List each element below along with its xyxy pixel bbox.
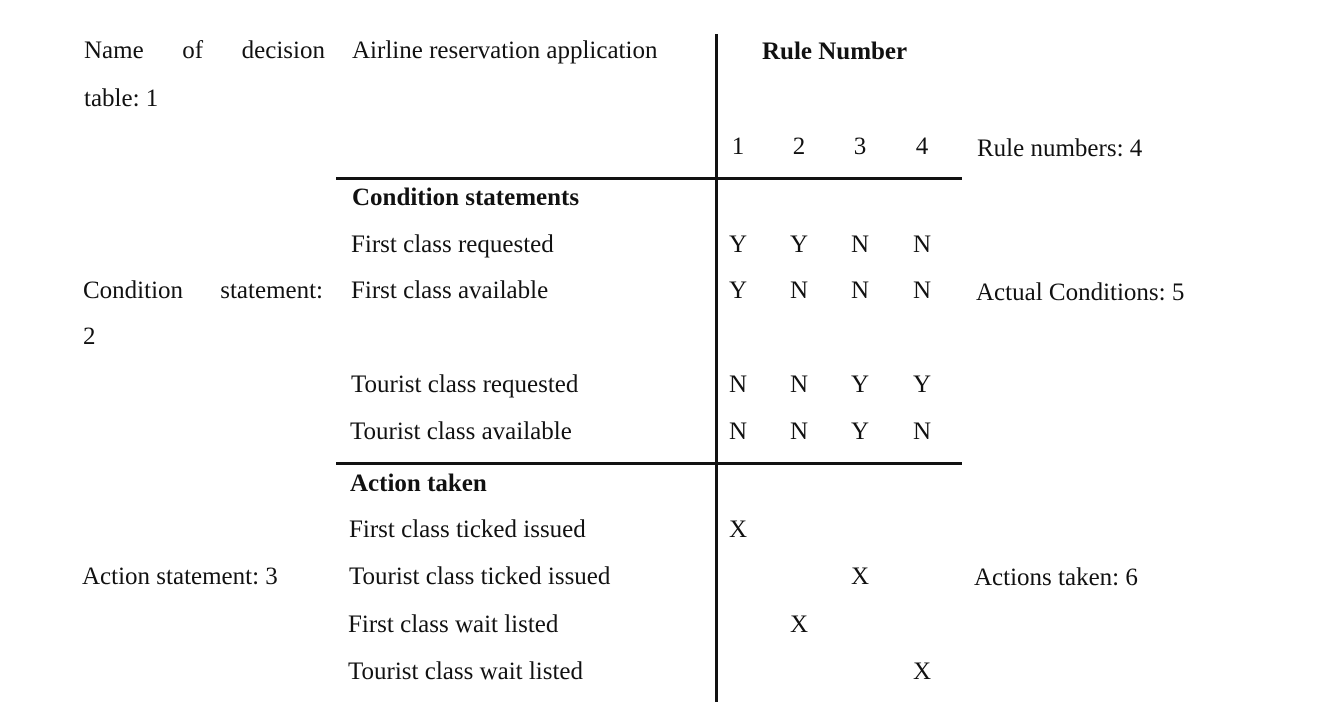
- condition-value: N: [850, 277, 870, 304]
- condition-value: N: [789, 371, 809, 398]
- action-label: Tourist class wait listed: [348, 658, 584, 685]
- condition-word: Condition: [83, 277, 184, 304]
- decision-table-name-label-line1: [84, 38, 325, 63]
- actions-taken-label: Actions taken: 6: [974, 564, 1138, 591]
- action-taken-header: Action taken: [350, 470, 487, 497]
- condition-value: N: [728, 371, 748, 398]
- condition-value: N: [789, 418, 809, 445]
- condition-word: statement:: [220, 277, 323, 304]
- decision-table-name-label-line2: table: 1: [84, 85, 159, 112]
- condition-value: Y: [850, 371, 870, 398]
- rule-number-header: Rule Number: [762, 38, 908, 65]
- condition-value: Y: [789, 231, 809, 258]
- name-word: decision: [241, 37, 325, 64]
- condition-statements-header: Condition statements: [352, 184, 580, 211]
- condition-value: N: [912, 277, 932, 304]
- rule-number: 4: [915, 133, 929, 160]
- condition-label: First class available: [351, 277, 549, 304]
- condition-value: N: [850, 231, 870, 258]
- condition-value: N: [912, 418, 932, 445]
- condition-value: Y: [728, 277, 748, 304]
- action-mark: X: [728, 516, 748, 543]
- condition-statement-label-line2: 2: [83, 323, 96, 350]
- action-mark: X: [850, 563, 870, 590]
- condition-label: Tourist class available: [350, 418, 572, 445]
- vertical-divider: [715, 34, 718, 702]
- condition-value: N: [789, 277, 809, 304]
- rule-number: 1: [731, 133, 745, 160]
- condition-value: Y: [850, 418, 870, 445]
- condition-value: Y: [912, 371, 932, 398]
- action-label: First class wait listed: [348, 611, 559, 638]
- table-title: Airline reservation application: [352, 37, 658, 64]
- condition-divider: [336, 177, 962, 180]
- condition-label: Tourist class requested: [351, 371, 579, 398]
- condition-statement-label-line1: [83, 278, 323, 303]
- name-word: Name: [84, 37, 144, 64]
- rule-number: 3: [853, 133, 867, 160]
- action-label: First class ticked issued: [349, 516, 586, 543]
- action-mark: X: [789, 611, 809, 638]
- condition-label: First class requested: [351, 231, 554, 258]
- rule-number: 2: [792, 133, 806, 160]
- condition-value: Y: [728, 231, 748, 258]
- action-label: Tourist class ticked issued: [349, 563, 611, 590]
- condition-value: N: [728, 418, 748, 445]
- action-statement-label: Action statement: 3: [82, 563, 278, 590]
- condition-value: N: [912, 231, 932, 258]
- rule-numbers-label: Rule numbers: 4: [977, 135, 1143, 162]
- actual-conditions-label: Actual Conditions: 5: [976, 279, 1185, 306]
- action-divider: [336, 462, 962, 465]
- action-mark: X: [912, 658, 932, 685]
- name-word: of: [182, 37, 204, 64]
